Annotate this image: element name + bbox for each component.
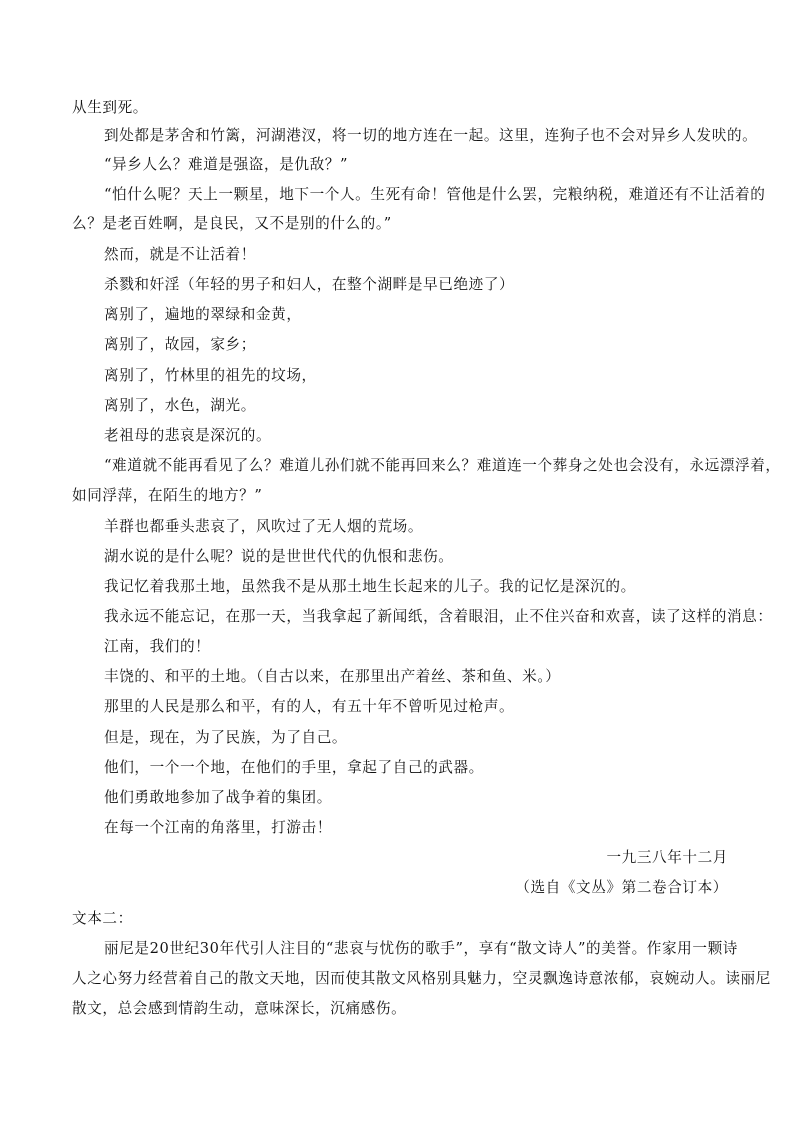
text-line: 然而，就是不让活着！ bbox=[104, 246, 256, 263]
text-line: 离别了，遍地的翠绿和金黄， bbox=[104, 306, 302, 323]
text-line: 如同浮萍，在陌生的地方？” bbox=[72, 487, 263, 504]
text-line: 人之心努力经营着自己的散文天地，因而使其散文风格别具魅力，空灵飘逸诗意浓郁，哀婉动人。读丽尼 bbox=[72, 970, 771, 987]
date-line: 一九三八年十二月 bbox=[606, 849, 728, 866]
text-line: 丰饶的、和平的土地。（自古以来，在那里出产着丝、茶和鱼、米。） bbox=[104, 668, 561, 685]
text-line: 离别了，故园，家乡； bbox=[104, 336, 256, 353]
text-line: 羊群也都垂头悲哀了，风吹过了无人烟的荒场。 bbox=[104, 518, 424, 535]
text-line: 么？是老百姓啊，是良民，又不是别的什么的。” bbox=[72, 215, 392, 232]
text-line: 丽尼是20世纪30年代引人注目的“悲哀与忧伤的歌手”，享有“散文诗人”的美誉。作家用一颗诗 bbox=[104, 940, 738, 957]
text-line: 离别了，竹林里的祖先的坟场， bbox=[104, 367, 317, 384]
text-line: 散文，总会感到情韵生动，意味深长，沉痛感伤。 bbox=[72, 1000, 407, 1017]
text-line: 江南，我们的！ bbox=[104, 638, 211, 655]
text-line: “异乡人么？难道是强盗，是仇敌？” bbox=[104, 156, 349, 173]
text-line: 那里的人民是那么和平，有的人，有五十年不曾听见过枪声。 bbox=[104, 698, 515, 715]
text-line: 我永远不能忘记，在那一天，当我拿起了新闻纸，含着眼泪，止不住兴奋和欢喜，读了这样的消息： bbox=[104, 608, 773, 625]
text-line: 我记忆着我那土地，虽然我不是从那土地生长起来的儿子。我的记忆是深沉的。 bbox=[104, 578, 636, 595]
text-line: 他们勇敢地参加了战争着的集团。 bbox=[104, 789, 332, 806]
text-line: 但是，现在，为了民族，为了自己。 bbox=[104, 729, 348, 746]
text-line: 从生到死。 bbox=[72, 99, 148, 116]
section-heading: 文本二： bbox=[72, 910, 133, 927]
text-line: 离别了，水色，湖光。 bbox=[104, 397, 256, 414]
text-line: 杀戮和奸淫（年轻的男子和妇人，在整个湖畔是早已绝迹了） bbox=[104, 276, 515, 293]
text-line: 他们，一个一个地，在他们的手里，拿起了自己的武器。 bbox=[104, 759, 484, 776]
text-line: 到处都是茅舍和竹篱，河湖港汊，将一切的地方连在一起。这里，连狗子也不会对异乡人发吠的。 bbox=[104, 127, 758, 144]
text-line: “难道就不能再看见了么？难道儿孙们就不能再回来么？难道连一个葬身之处也会没有，永远漂浮着， bbox=[104, 457, 781, 474]
text-line: 在每一个江南的角落里，打游击！ bbox=[104, 819, 332, 836]
text-line: 老祖母的悲哀是深沉的。 bbox=[104, 427, 272, 444]
text-line: “怕什么呢？天上一颗星，地下一个人。生死有命！管他是什么罢，完粮纳税，难道还有不让活着的 bbox=[104, 186, 766, 203]
source-line: （选自《文丛》第二卷合订本） bbox=[515, 879, 728, 896]
text-line: 湖水说的是什么呢？说的是世世代代的仇恨和悲伤。 bbox=[104, 548, 454, 565]
